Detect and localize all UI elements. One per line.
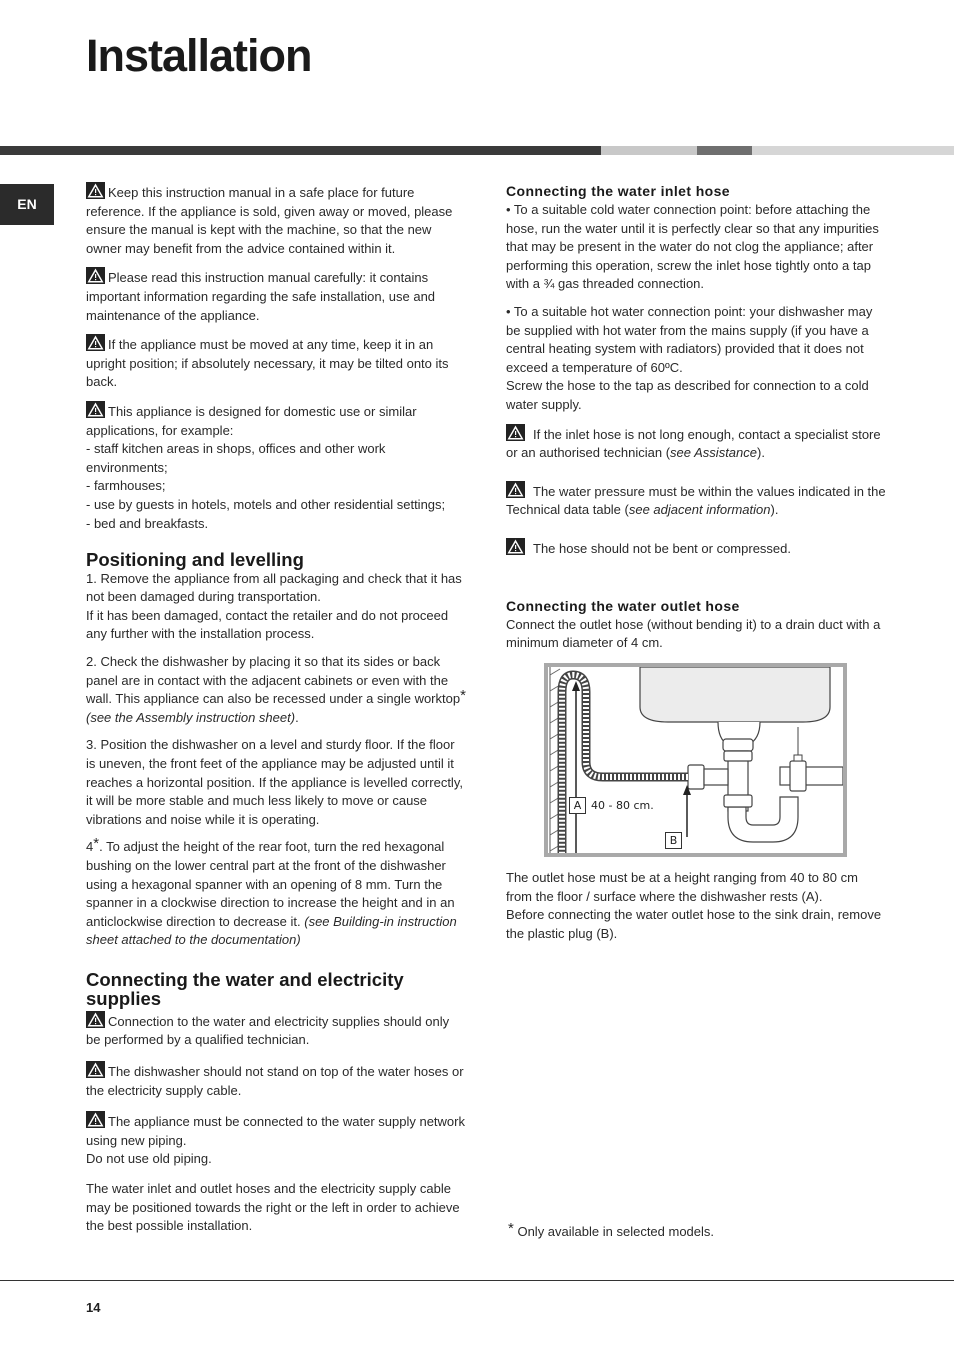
warning-icon (506, 538, 525, 555)
asterisk-mark: * (93, 835, 100, 853)
warning-icon (506, 481, 525, 498)
supplies-warning-2: The dishwasher should not stand on top of the water hoses or the electricity supply cable. (86, 1061, 466, 1100)
supplies-warning-1: Connection to the water and electricity supplies should only be performed by a qualified technician. (86, 1011, 466, 1050)
positioning-step-3: 3. Position the dishwasher on a level and sturdy floor. If the floor is uneven, the front feet of the appliance may be adjusted until it reaches a horizontal position. If the appliance is levelled correctly, it will be more stable and much less likely to move or cause vibrations and noise while it is operating. (86, 737, 463, 827)
outlet-paragraph-1: Connect the outlet hose (without bending it) to a drain duct with a minimum diameter of 4 cm. (506, 616, 881, 651)
footer-rule (0, 1280, 954, 1281)
label-a: A (569, 797, 586, 814)
header-bar-light (601, 146, 697, 155)
positioning-step-1: 1. Remove the appliance from all packaging and check that it has not been damaged during transportation. If it has been damaged, contact the retailer and do not proceed any further with the installation process. (86, 570, 462, 642)
warning-icon (86, 401, 105, 418)
inlet-warning-3: The hose should not be bent or compressed. (506, 538, 886, 559)
language-tab: EN (0, 184, 54, 225)
supplies-warning-3: The appliance must be connected to the water supply network using new piping. Do not use old piping. (86, 1111, 466, 1169)
outlet-paragraph-2: The outlet hose must be at a height ranging from 40 to 80 cm from the floor / surface where the dishwasher rests (A). Before connecting the water outlet hose to the sink drain, remove the plastic plug (B). (506, 870, 882, 941)
section-heading-inlet: Connecting the water inlet hose (506, 183, 730, 199)
header-bar-mid (697, 146, 752, 155)
warning-icon (86, 1061, 105, 1078)
intro-paragraph-4: This appliance is designed for domestic use or similar applications, for example: - staff kitchen areas in shops, offices and other work environments; - farmhouses; - use by guests in hotels, motels and other residential settings; - bed and breakfasts. (86, 401, 466, 533)
inlet-warning-2: The water pressure must be within the values indicated in the Technical data table (see adjacent information). (506, 481, 886, 520)
example-item: - farmhouses; (86, 478, 166, 494)
warning-icon (86, 182, 105, 199)
height-range-label: 40 - 80 cm. (591, 799, 654, 812)
inlet-warning-1: If the inlet hose is not long enough, contact a specialist store or an authorised technician (see Assistance). (506, 424, 886, 463)
supplies-paragraph: The water inlet and outlet hoses and the electricity supply cable may be positioned towards the right or the left in order to achieve the best possible installation. (86, 1181, 460, 1234)
warning-icon (86, 334, 105, 351)
page-number: 14 (86, 1300, 101, 1315)
sink-drain-illustration (548, 667, 843, 853)
intro-paragraph-3: If the appliance must be moved at any time, keep it in an upright position; if absolutely necessary, it may be tilted onto its back. (86, 334, 466, 392)
example-item: - bed and breakfasts. (86, 515, 209, 531)
outlet-text-block (506, 869, 886, 952)
warning-icon (506, 424, 525, 441)
positioning-step-2: 2. Check the dishwasher by placing it so that its sides or back panel are in contact with the adjacent cabinets or even with the wall. This appliance can also be recessed under a single worktop* (see the Assembly instruction sheet). (86, 653, 466, 725)
footnote: * Only available in selected models. (508, 1220, 715, 1239)
warning-icon (86, 1011, 105, 1028)
label-b: B (665, 832, 682, 849)
header-bar (0, 146, 954, 155)
header-bar-pale (752, 146, 954, 155)
left-column (86, 182, 466, 1245)
inlet-bullet-cold: • To a suitable cold water connection point: before attaching the hose, run the water until it is perfectly clear so that any impurities that may be present in the water do not clog the appliance; after performing this operation, screw the inlet hose tightly onto a tap with a ¾ gas threaded connection. (506, 202, 879, 292)
intro-paragraph-2: Please read this instruction manual carefully: it contains important information regarding the safe installation, use and maintenance of the appliance. (86, 267, 466, 325)
right-column (506, 182, 886, 662)
inlet-bullet-hot: • To a suitable hot water connection point: your dishwasher may be supplied with hot water from the mains supply (if you have a central heating system with radiators) provided that it does not exceed a temperature of 60ºC. Screw the hose to the tap as described for connection to a cold water supply. (506, 303, 873, 412)
example-item: - use by guests in hotels, motels and other residential settings; (86, 496, 446, 512)
page-title: Installation (86, 30, 312, 81)
section-heading-supplies: Connecting the water and electricity supplies (86, 968, 404, 1010)
diagram-canvas (548, 667, 843, 853)
warning-icon (86, 267, 105, 284)
warning-icon (86, 1111, 105, 1128)
section-heading-positioning: Positioning and levelling (86, 549, 304, 571)
asterisk-mark: * (508, 1220, 514, 1237)
header-bar-dark (0, 146, 601, 155)
positioning-step-4: 4*. To adjust the height of the rear foot, turn the red hexagonal bushing on the lower central part at the front of the dishwasher using a hexagonal spanner with an opening of 8 mm. Turn the spanner in a clockwise direction to increase the height and in an anticlockwise direction to decrease it. (see Building-in instruction sheet attached to the documentation) (86, 835, 457, 948)
outlet-hose-diagram (544, 663, 847, 857)
example-item: - staff kitchen areas in shops, offices and other work environments; (86, 441, 386, 475)
asterisk-mark: * (460, 687, 466, 705)
intro-paragraph-1: Keep this instruction manual in a safe place for future reference. If the appliance is sold, given away or moved, please ensure the manual is kept with the machine, so that the new owner may benefit from the advice contained within it. (86, 182, 466, 258)
section-heading-outlet: Connecting the water outlet hose (506, 597, 740, 614)
